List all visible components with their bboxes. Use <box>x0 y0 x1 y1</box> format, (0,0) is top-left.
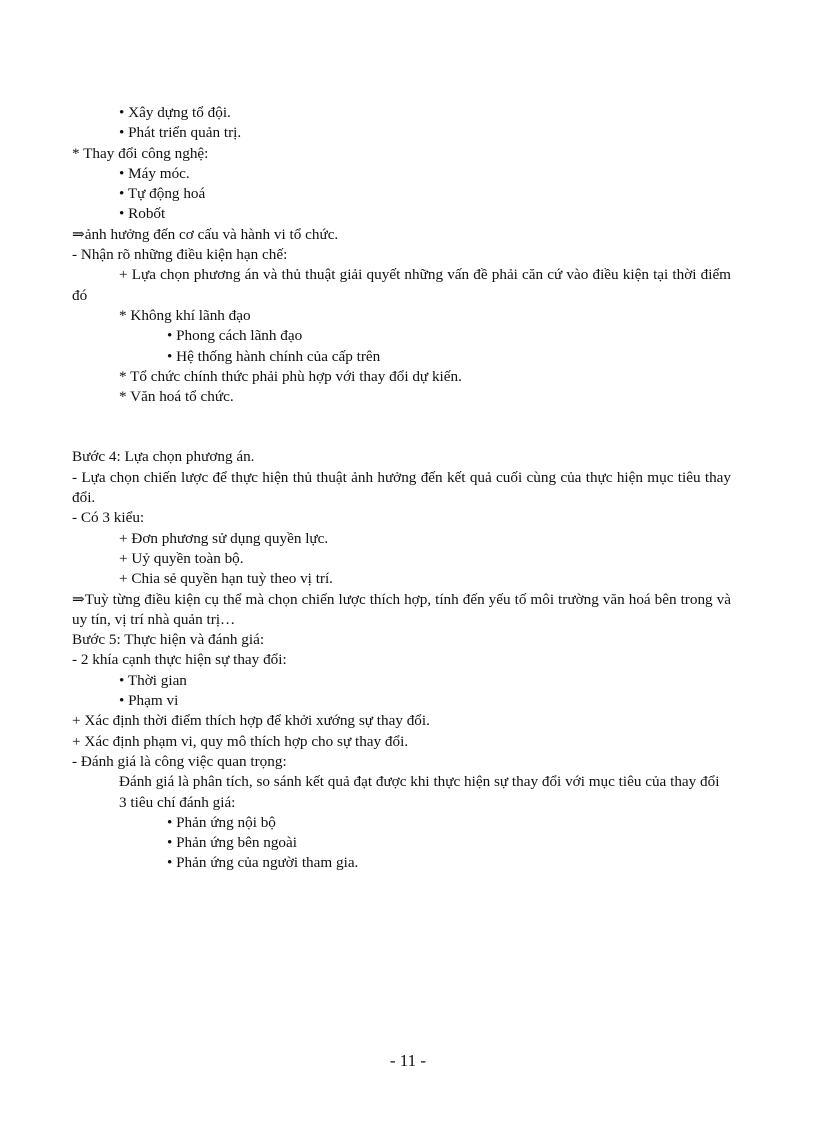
section-line: - Nhận rõ những điều kiện hạn chế: <box>72 246 288 264</box>
sub-item-line: + Uỷ quyền toàn bộ. <box>119 549 244 567</box>
section-line: - Có 3 kiểu: <box>72 509 145 527</box>
sub-item-line: * Văn hoá tổ chức. <box>119 388 234 406</box>
paragraph: - Lựa chọn chiến lược để thực hiện thủ thuật ảnh hưởng đến kết quả cuối cùng của thực hiện mục tiêu thay đổi. <box>72 468 731 507</box>
bullet-line: • Phạm vi <box>119 692 179 710</box>
bullet-line: • Tự động hoá <box>119 185 206 203</box>
section-line: - 2 khía cạnh thực hiện sự thay đổi: <box>72 651 287 669</box>
section-line: - Đánh giá là công việc quan trọng: <box>72 752 287 770</box>
conclusion-paragraph: ⇒Tuỳ từng điều kiện cụ thể mà chọn chiến lược thích hợp, tính đến yếu tố môi trường văn hoá bên trong và uy tín, vị trí nhà quản trị… <box>72 590 731 628</box>
conclusion-line: ⇒ảnh hưởng đến cơ cấu và hành vi tổ chức. <box>72 225 339 243</box>
bullet-line: • Hệ thống hành chính của cấp trên <box>167 347 381 365</box>
paragraph: + Lựa chọn phương án và thủ thuật giải quyết những vấn đề phải căn cứ vào điều kiện tại thời điểm đó <box>72 266 731 304</box>
bullet-line: • Máy móc. <box>119 164 190 182</box>
page-number: - 11 - <box>389 1051 427 1070</box>
bullet-line: • Phản ứng của người tham gia. <box>167 854 359 872</box>
step-heading: Bước 5: Thực hiện và đánh giá: <box>72 631 265 649</box>
step-heading: Bước 4: Lựa chọn phương án. <box>72 448 255 466</box>
bullet-line: • Robốt <box>119 205 166 223</box>
section-line: + Xác định thời điểm thích hợp để khởi xướng sự thay đổi. <box>72 712 430 730</box>
sub-item-line: + Chia sẻ quyền hạn tuỳ theo vị trí. <box>119 570 333 588</box>
bullet-line: • Xây dựng tổ đội. <box>119 104 231 121</box>
bullet-line: • Phong cách lãnh đạo <box>167 327 303 345</box>
section-line: + Xác định phạm vi, quy mô thích hợp cho sự thay đổi. <box>72 732 409 750</box>
document-body <box>72 103 731 874</box>
bullet-line: • Phản ứng nội bộ <box>167 813 276 831</box>
section-line: * Thay đổi công nghệ: <box>72 144 209 162</box>
bullet-line: • Thời gian <box>119 671 187 689</box>
sub-item-line: + Đơn phương sử dụng quyền lực. <box>119 529 329 547</box>
paragraph: Đánh giá là phân tích, so sánh kết quả đạt được khi thực hiện sự thay đổi với mục tiêu của thay đổi <box>119 773 720 791</box>
bullet-line: • Phản ứng bên ngoài <box>167 834 297 852</box>
sub-item-line: * Không khí lãnh đạo <box>119 306 251 324</box>
sub-item-line: * Tổ chức chính thức phải phù hợp với thay đổi dự kiến. <box>119 367 462 385</box>
blank-gap <box>72 407 731 447</box>
sub-item-line: 3 tiêu chí đánh giá: <box>119 793 236 811</box>
bullet-line: • Phát triển quản trị. <box>119 124 242 142</box>
